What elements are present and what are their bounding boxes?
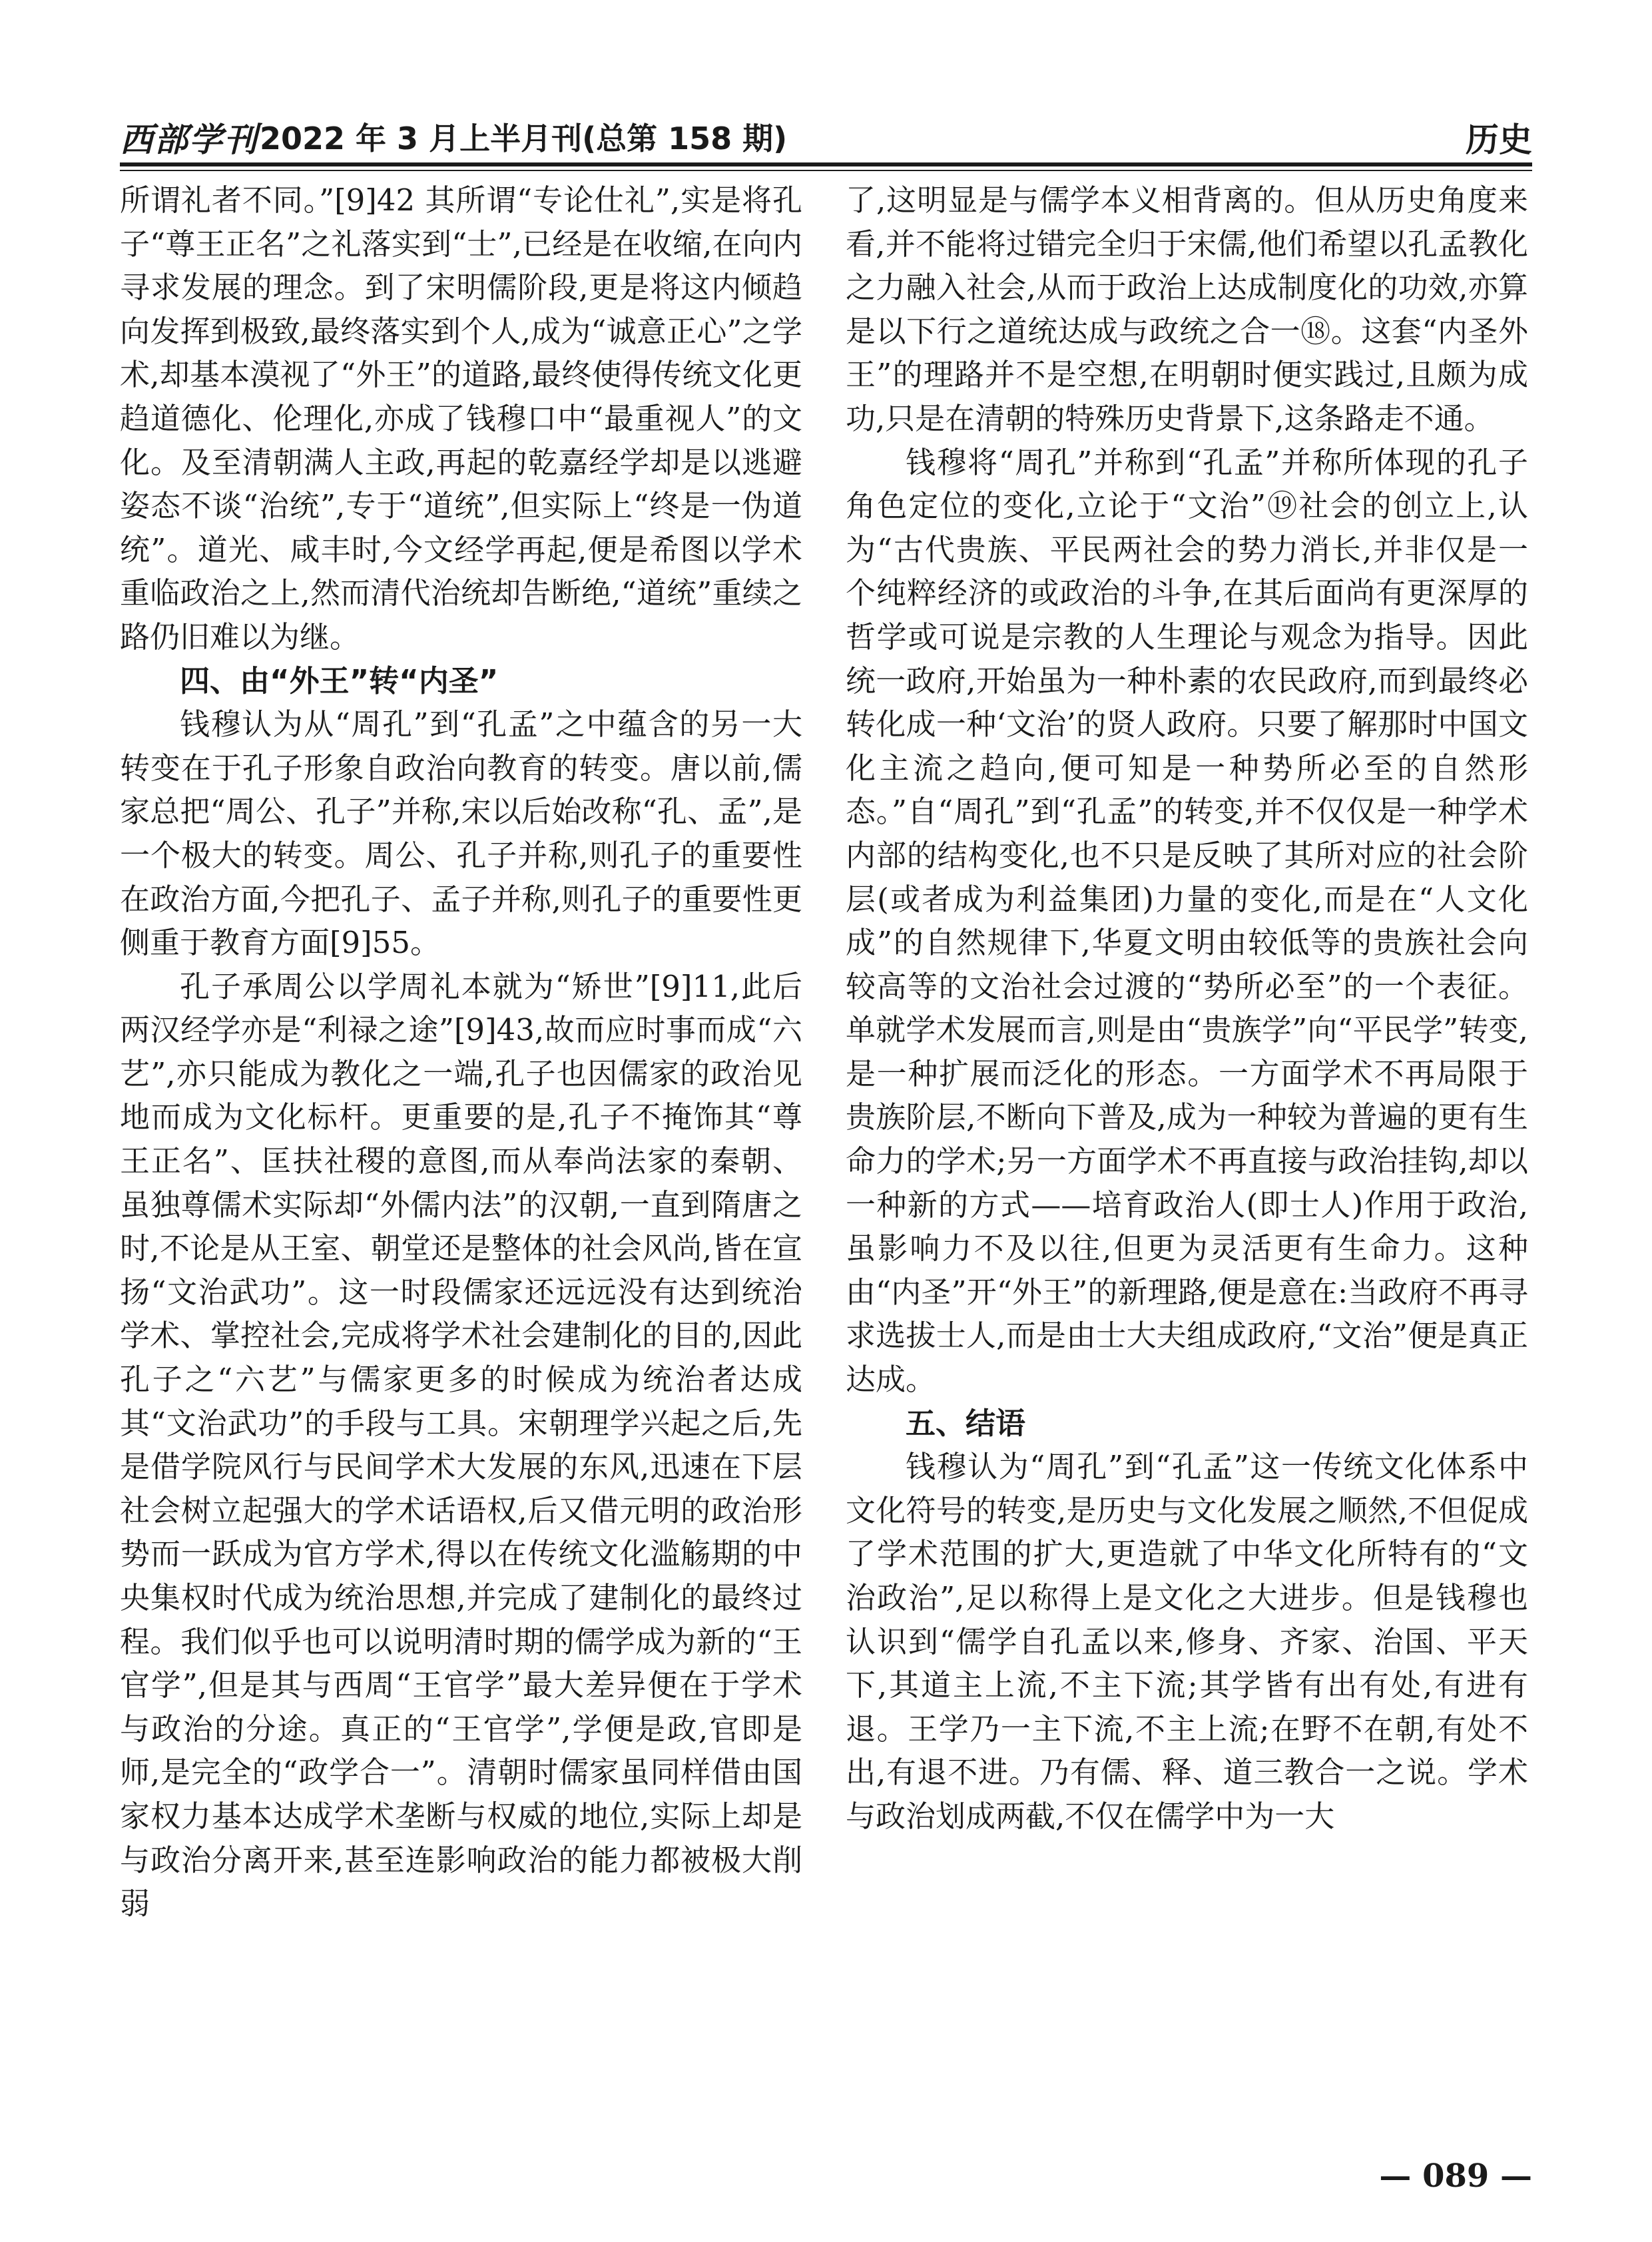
left-column [120, 178, 802, 1926]
journal-logo: 西部学刊 [120, 120, 258, 159]
right-column [846, 178, 1528, 1838]
section-heading: 五、结语 [906, 1405, 1026, 1441]
paragraph: 钱穆认为从“周孔”到“孔孟”之中蕴含的另一大转变在于孔子形象自政治向教育的转变。唐以前,儒家总把“周公、孔子”并称,宋以后始改称“孔、孟”,是一个极大的转变。周公、孔子并称,则孔子的重要性在政治方面,今把孔子、孟子并称,则孔子的重要性更侧重于教育方面[9]55。 [120, 706, 802, 961]
issue-info: 2022 年 3 月上半月刊(总第 158 期) [260, 121, 788, 156]
page-number: — 089 — [1379, 2157, 1532, 2195]
header-rule-thick [120, 162, 1532, 166]
paragraph: 孔子承周公以学周礼本就为“矫世”[9]11,此后两汉经学亦是“利禄之途”[9]43,故而应时事而成“六艺”,亦只能成为教化之一端,孔子也因儒家的政治见地而成为文化标杆。更重要的是,孔子不掩饰其“尊王正名”、匡扶社稷的意图,而从奉尚法家的秦朝、虽独尊儒术实际却“外儒内法”的汉朝,一直到隋唐之时,不论是从王室、朝堂还是整体的社会风尚,皆在宣扬“文治武功”。这一时段儒家还远远没有达到统治学术、掌控社会,完成将学术社会建制化的目的,因此孔子之“六艺”与儒家更多的时候成为统治者达成其“文治武功”的手段与工具。宋朝理学兴起之后,先是借学院风行与民间学术大发展的东风,迅速在下层社会树立起强大的学术话语权,后又借元明的政治形势而一跃成为官方学术,得以在传统文化滥觞期的中央集权时代成为统治思想,并完成了建制化的最终过程。我们似乎也可以说明清时期的儒学成为新的“王官学”,但是其与西周“王官学”最大差异便在于学术与政治的分途。真正的“王官学”,学便是政,官即是师,是完全的“政学合一”。清朝时儒家虽同样借由国家权力基本达成学术垄断与权威的地位,实际上却是与政治分离开来,甚至连影响政治的能力都被极大削弱 [120, 968, 802, 1922]
paragraph: 了,这明显是与儒学本义相背离的。但从历史角度来看,并不能将过错完全归于宋儒,他们希望以孔孟教化之力融入社会,从而于政治上达成制度化的功效,亦算是以下行之道统达成与政统之合一⑱。这套“内圣外王”的理路并不是空想,在明朝时便实践过,且颇为成功,只是在清朝的特殊历史背景下,这条路走不通。 [846, 182, 1528, 436]
paragraph: 所谓礼者不同。”[9]42 其所谓“专论仕礼”,实是将孔子“尊王正名”之礼落实到“士”,已经是在收缩,在向内寻求发展的理念。到了宋明儒阶段,更是将这内倾趋向发挥到极致,最终落实到个人,成为“诚意正心”之学术,却基本漠视了“外王”的道路,最终使得传统文化更趋道德化、伦理化,亦成了钱穆口中“最重视人”的文化。及至清朝满人主政,再起的乾嘉经学却是以逃避姿态不谈“治统”,专于“道统”,但实际上“终是一伪道统”。道光、咸丰时,今文经学再起,便是希图以学术重临政治之上,然而清代治统却告断绝,“道统”重续之路仍旧难以为继。 [120, 182, 802, 655]
paragraph: 钱穆将“周孔”并称到“孔孟”并称所体现的孔子角色定位的变化,立论于“文治”⑲社会的创立上,认为“古代贵族、平民两社会的势力消长,并非仅是一个纯粹经济的或政治的斗争,在其后面尚有更深厚的哲学或可说是宗教的人生理论与观念为指导。因此统一政府,开始虽为一种朴素的农民政府,而到最终必转化成一种‘文治’的贤人政府。只要了解那时中国文化主流之趋向,便可知是一种势所必至的自然形态。”自“周孔”到“孔孟”的转变,并不仅仅是一种学术内部的结构变化,也不只是反映了其所对应的社会阶层(或者成为利益集团)力量的变化,而是在“人文化成”的自然规律下,华夏文明由较低等的贵族社会向较高等的文治社会过渡的“势所必至”的一个表征。单就学术发展而言,则是由“贵族学”向“平民学”转变,是一种扩展而泛化的形态。一方面学术不再局限于贵族阶层,不断向下普及,成为一种较为普遍的更有生命力的学术;另一方面学术不再直接与政治挂钩,却以一种新的方式——培育政治人(即士人)作用于政治,虽影响力不及以往,但更为灵活更有生命力。这种由“内圣”开“外王”的新理路,便是意在:当政府不再寻求选拔士人,而是由士大夫组成政府,“文治”便是真正达成。 [846, 444, 1528, 1398]
header-rule-thin [120, 170, 1532, 171]
section-label: 历史 [1466, 121, 1532, 159]
section-heading: 四、由“外王”转“内圣” [180, 663, 499, 699]
paragraph: 钱穆认为“周孔”到“孔孟”这一传统文化体系中文化符号的转变,是历史与文化发展之顺然,不但促成了学术范围的扩大,更造就了中华文化所特有的“文治政治”,足以称得上是文化之大进步。但是钱穆也认识到“儒学自孔孟以来,修身、齐家、治国、平天下,其道主上流,不主下流;其学皆有出有处,有进有退。王学乃一主下流,不主上流;在野不在朝,有处不出,有退不进。乃有儒、释、道三教合一之说。学术与政治划成两截,不仅在儒学中为一大 [846, 1449, 1528, 1834]
running-header [120, 107, 1532, 166]
